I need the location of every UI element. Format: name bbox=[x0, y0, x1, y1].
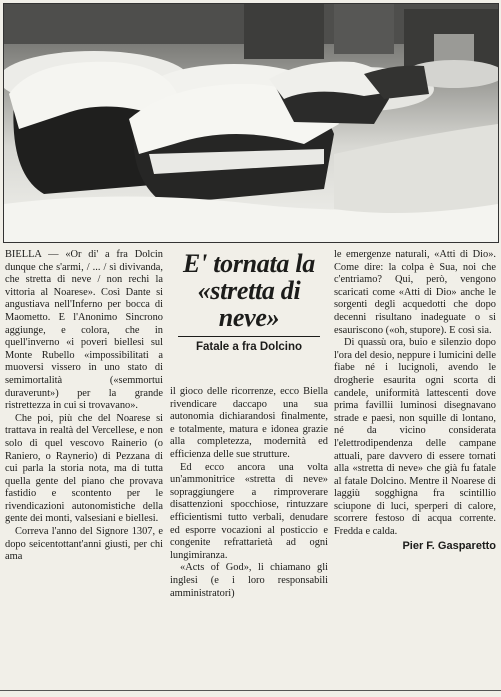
paragraph: Che poi, più che del Noarese si trattava in realtà del Vercellese, e non solo di quel vescovo Rainerio (o Raniero, o Raynerio) di Pezzana di cui parla la storia nota, ma di tutta quella gente del piano che provava fastidio e scontento per le rivendicazioni autonomistiche della gente dei monti, valsesiani e biellesi. bbox=[5, 412, 163, 525]
paragraph: le emergenze naturali, «Atti di Dio». Come dire: la colpa è Sua, noi che c'entriamo? Qui, però, vengono scaricati come «Atti di Dio» anche le sorgenti degli acquedotti che dopo decenni risultano inadeguate o si esauriscono («oh, stupore). E così sia. bbox=[334, 249, 496, 336]
bottom-divider bbox=[0, 690, 501, 691]
divider bbox=[178, 336, 320, 337]
article-column-3 bbox=[334, 249, 496, 552]
paragraph: Ed ecco ancora una volta un'ammonitrice «stretta di neve» sopraggiungere a rimproverare disattenzioni spocchiose, rintuzzare efficientismi tutto verbali, denudare ed esporre vocazioni al posticcio e congenite refrattarietà ad ogni lungimiranza. bbox=[170, 461, 328, 561]
news-photo bbox=[3, 3, 499, 243]
headline: E' tornata la «stretta di neve» bbox=[183, 249, 315, 332]
paragraph: «Acts of God», li chiamano gli inglesi (e i loro responsabili amministratori) bbox=[170, 562, 328, 599]
byline: Pier F. Gasparetto bbox=[402, 539, 496, 552]
paragraph: BIELLA — «Or di' a fra Dolcin dunque che s'armi, / ... / sì divivanda, che stretta di neve / non rechi la vittoria al Noarese». Così Dante si angustiava nell'Inferno per bocca di Maometto. E l'Anonimo Sincrono aggiunge, e colora, che in quell'inverno «i poveri biellesi sul Monte Rubello «impossibilitati a muoversi vissero in uno stato di semimortalità («semmortui duraverunt») per la grande ristrettezza in cui si trovavano». bbox=[5, 249, 163, 412]
paragraph: il gioco delle ricorrenze, ecco Biella rivendicare daccapo una sua autonomia dichiarandosi finalmente, e totalmente, matura e idonea grazie alla completezza, modernità ed efficienza delle sue strutture. bbox=[170, 386, 328, 460]
article-column-1 bbox=[5, 249, 163, 564]
paragraph: Correva l'anno del Signore 1307, e dopo seicentottant'anni giusti, per chi ama bbox=[5, 526, 163, 563]
paragraph: Di quassù ora, buio e silenzio dopo l'ora del desio, neppure i lumicini delle fiabe né i lucignoli, avendo le drogherie esaurita ogni scorta di candele, uniformità lattescenti dove prima favillii luminosi disegnavano strade e paesi, non squille di lontano, né da vicino considerata l'elettrodipendenza delle campane attuali, pare davvero di essere tornati alla «stretta di neve» che già fu fatale al fatale Dolcino. Mentre il Noarese di laggiù sogghigna fra scintillio sciupone di luci, sperperi di calore, scorrere festoso di acqua corrente. Fredda e calda. bbox=[334, 337, 497, 538]
headline-block bbox=[170, 249, 328, 379]
article-column-2 bbox=[170, 386, 328, 600]
subheadline: Fatale a fra Dolcino bbox=[195, 341, 303, 353]
